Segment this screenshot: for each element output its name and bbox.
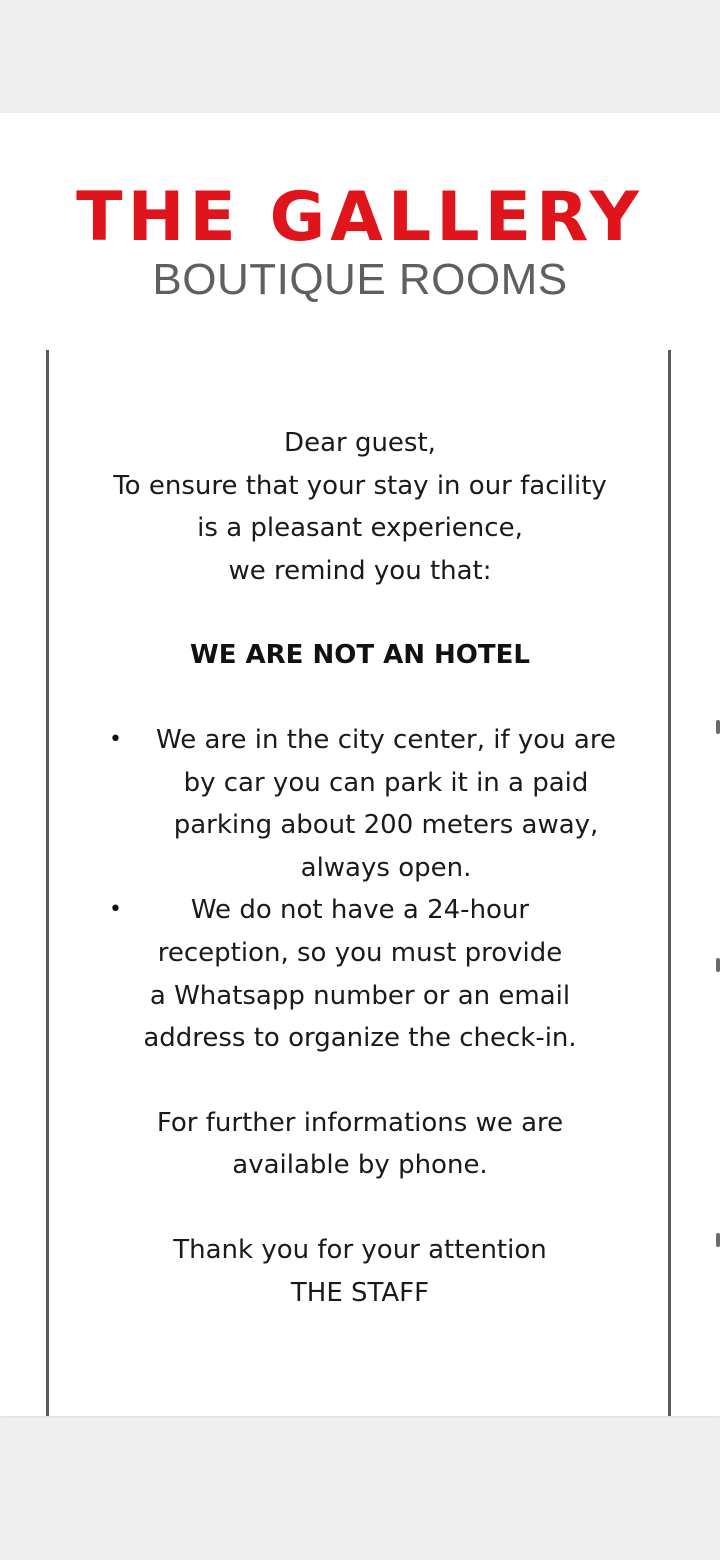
bullet-line: a Whatsapp number or an email	[149, 980, 571, 1011]
bullet-icon: •	[109, 897, 122, 923]
logo-subtitle: BOUTIQUE ROOMS	[152, 255, 568, 304]
bullet-item	[60, 889, 660, 1059]
bullet-line: address to organize the check-in.	[143, 1023, 577, 1054]
edge-mark	[716, 1233, 720, 1247]
right-border-rule	[668, 350, 671, 1416]
bullet-line: We are in the city center, if you are	[156, 724, 616, 755]
intro-line: is a pleasant experience,	[197, 513, 523, 544]
closing-line: Thank you for your attention	[173, 1234, 547, 1265]
notice-heading: WE ARE NOT AN HOTEL	[190, 640, 530, 671]
bullet-line: reception, so you must provide	[157, 937, 563, 968]
notice-body	[60, 422, 660, 1314]
greeting: Dear guest,	[284, 428, 436, 458]
bullet-line: We do not have a 24-hour	[190, 895, 530, 926]
info-line: For further informations we are	[156, 1107, 564, 1138]
logo	[0, 178, 720, 306]
notice-sheet	[0, 113, 720, 1416]
left-border-rule	[46, 350, 49, 1416]
intro-line: To ensure that your stay in our facility	[113, 470, 607, 501]
logo-title: THE GALLERY	[76, 178, 644, 257]
bullet-line: parking about 200 meters away,	[173, 810, 599, 841]
bullet-item	[60, 719, 660, 889]
bullet-line: by car you can park it in a paid	[183, 767, 589, 798]
info-line: available by phone.	[232, 1150, 488, 1181]
edge-mark	[716, 958, 720, 972]
signature: THE STAFF	[290, 1277, 430, 1308]
bullet-line: always open.	[300, 852, 472, 883]
bullet-icon: •	[109, 726, 122, 752]
intro-line: we remind you that:	[228, 555, 492, 586]
edge-mark	[716, 720, 720, 734]
